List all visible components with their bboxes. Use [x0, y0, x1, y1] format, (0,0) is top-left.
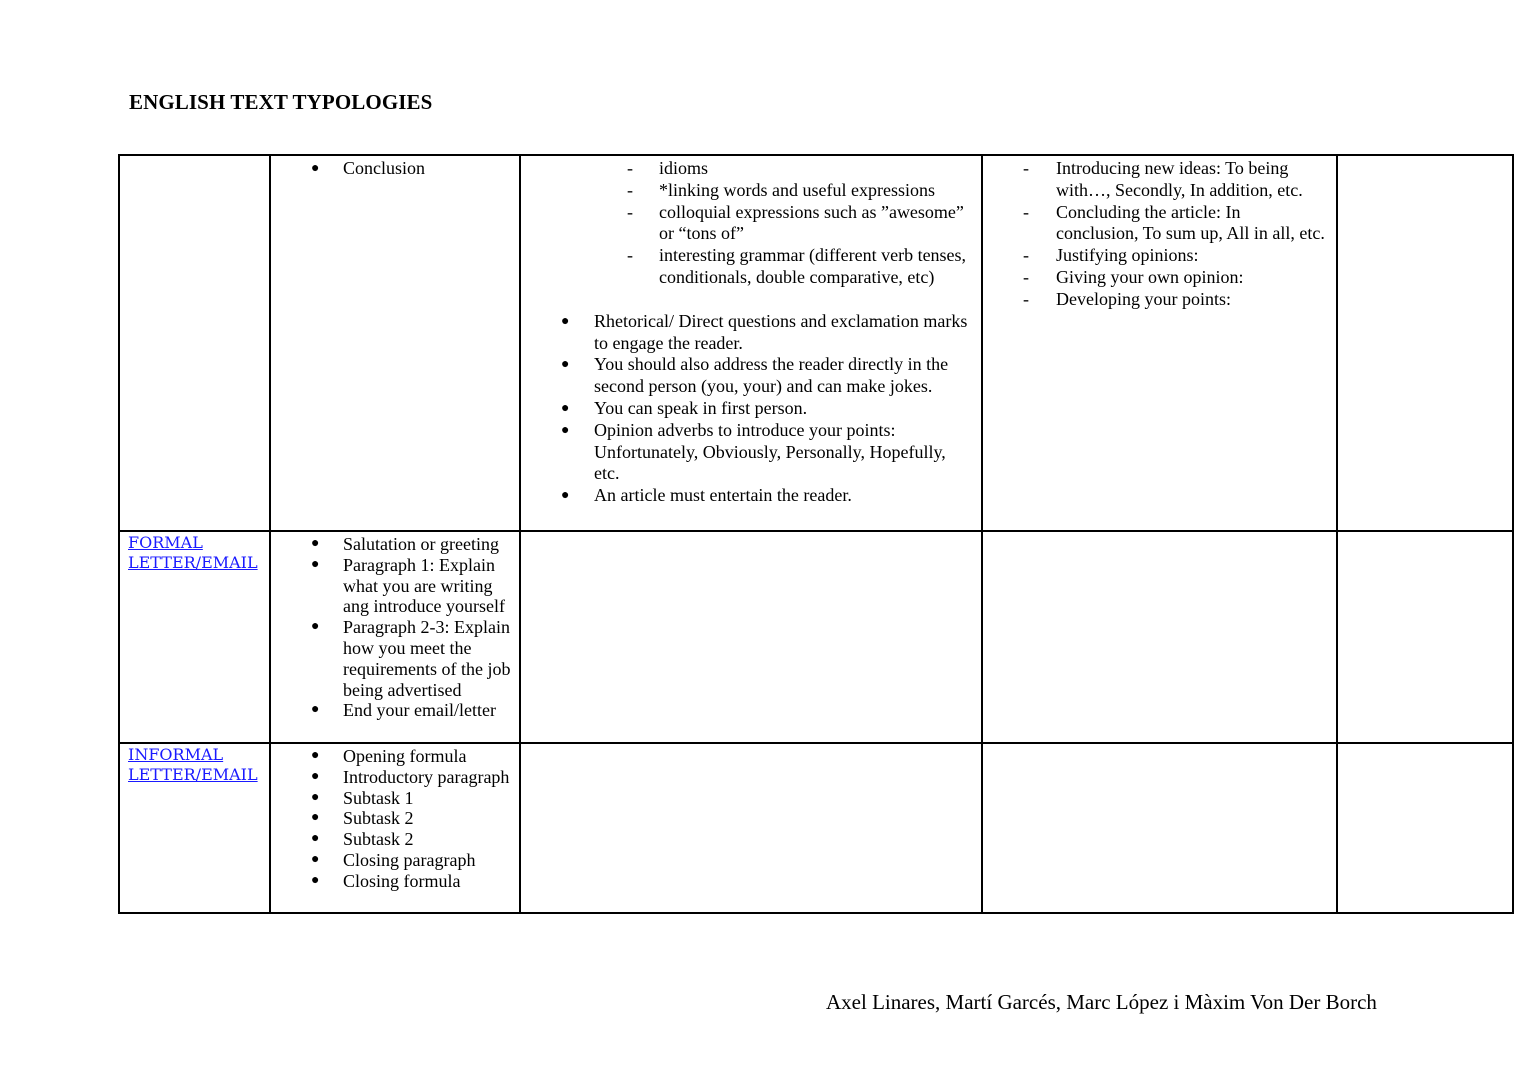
page-title: ENGLISH TEXT TYPOLOGIES	[129, 90, 433, 114]
empty-cell	[982, 743, 1337, 913]
list-item: ● Opening formula	[271, 746, 519, 767]
empty-cell	[520, 743, 982, 913]
list-item: - Justifying opinions:	[983, 245, 1336, 267]
language-dash-list	[521, 158, 981, 289]
list-item: ● Rhetorical/ Direct questions and exclamation marks to engage the reader.	[521, 311, 981, 355]
list-item: ● You can speak in first person.	[521, 398, 981, 420]
empty-cell	[520, 531, 982, 743]
language-bullet-list	[521, 311, 981, 507]
expressions-list	[983, 158, 1336, 311]
empty-cell	[1337, 743, 1513, 913]
list-item: ● Subtask 2	[271, 808, 519, 829]
type-cell	[119, 743, 270, 913]
list-item: - colloquial expressions such as ”awesome” or “tons of”	[521, 202, 981, 246]
table-row-informal-letter	[119, 743, 1513, 913]
list-item: - Giving your own opinion:	[983, 267, 1336, 289]
list-item: - interesting grammar (different verb tenses, conditionals, double comparative, etc)	[521, 245, 981, 289]
table-row-article	[119, 155, 1513, 531]
structure-list	[271, 534, 519, 721]
informal-letter-link[interactable]: INFORMAL LETTER/EMAIL	[128, 745, 258, 784]
structure-list	[271, 158, 519, 180]
list-item: ● Paragraph 2-3: Explain how you meet the requirements of the job being advertised	[271, 617, 519, 700]
list-item: - Developing your points:	[983, 289, 1336, 311]
typologies-table	[118, 154, 1514, 914]
formal-letter-link[interactable]: FORMAL LETTER/EMAIL	[128, 533, 258, 572]
list-item: ● Salutation or greeting	[271, 534, 519, 555]
list-item: - Concluding the article: In conclusion, To sum up, All in all, etc.	[983, 202, 1336, 246]
type-cell	[119, 531, 270, 743]
table-row-formal-letter	[119, 531, 1513, 743]
structure-cell	[270, 531, 520, 743]
list-item: - Introducing new ideas: To being with…, Secondly, In addition, etc.	[983, 158, 1336, 202]
list-item: - idioms	[521, 158, 981, 180]
list-item: ● An article must entertain the reader.	[521, 485, 981, 507]
list-item: ● Subtask 1	[271, 788, 519, 809]
list-item: ● Conclusion	[271, 158, 519, 180]
list-item: ● Opinion adverbs to introduce your points: Unfortunately, Obviously, Personally, Hopefully, etc.	[521, 420, 981, 485]
structure-list	[271, 746, 519, 892]
type-cell	[119, 155, 270, 531]
list-item: - *linking words and useful expressions	[521, 180, 981, 202]
list-item: ● Closing paragraph	[271, 850, 519, 871]
expressions-cell	[982, 155, 1337, 531]
language-cell	[520, 155, 982, 531]
empty-cell	[1337, 155, 1513, 531]
structure-cell	[270, 155, 520, 531]
empty-cell	[1337, 531, 1513, 743]
list-item: ● You should also address the reader directly in the second person (you, your) and can make jokes.	[521, 354, 981, 398]
structure-cell	[270, 743, 520, 913]
authors-footer: Axel Linares, Martí Garcés, Marc López i Màxim Von Der Borch	[826, 990, 1377, 1014]
list-item: ● Closing formula	[271, 871, 519, 892]
list-item: ● Subtask 2	[271, 829, 519, 850]
list-item: ● Introductory paragraph	[271, 767, 519, 788]
empty-cell	[982, 531, 1337, 743]
list-item: ● Paragraph 1: Explain what you are writing ang introduce yourself	[271, 555, 519, 617]
list-item: ● End your email/letter	[271, 700, 519, 721]
